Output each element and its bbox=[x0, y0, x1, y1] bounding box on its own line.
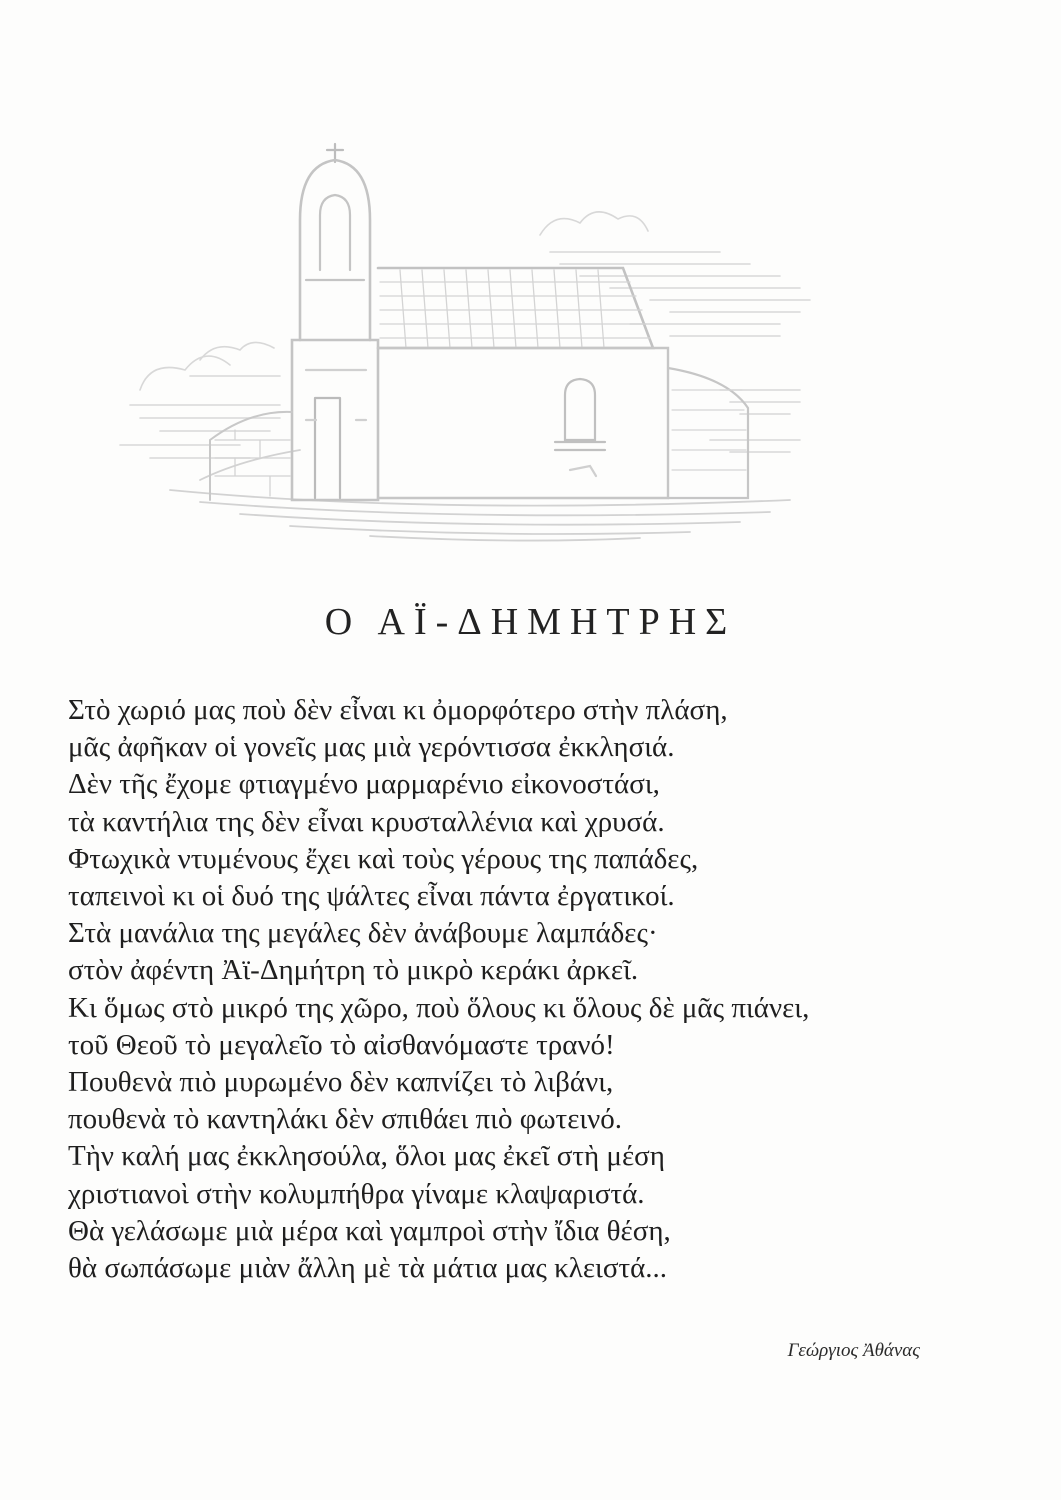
poem-line: τοῦ Θεοῦ τὸ μεγαλεῖο τὸ αἰσθανόμαστε τρανό! bbox=[68, 1028, 615, 1061]
nave-wall bbox=[378, 348, 668, 498]
poem-line: χριστιανοὶ στὴν κολυμπήθρα γίναμε κλαψαριστά. bbox=[68, 1177, 645, 1210]
bell-tower bbox=[292, 144, 378, 500]
poem-text bbox=[68, 692, 928, 1287]
poem-line: Κι ὅμως στὸ μικρό της χῶρο, ποὺ ὅλους κι ὅλους δὲ μᾶς πιάνει, bbox=[68, 991, 810, 1024]
poem-line: θὰ σωπάσωμε μιὰν ἄλλη μὲ τὰ μάτια μας κλειστά... bbox=[68, 1252, 668, 1285]
apse bbox=[668, 368, 748, 498]
chapel-illustration bbox=[110, 140, 830, 580]
roof bbox=[378, 268, 653, 348]
poem-line: τὰ καντήλια της δὲν εἶναι κρυσταλλένια καὶ χρυσά. bbox=[68, 805, 665, 838]
poem-line: μᾶς ἀφῆκαν οἱ γονεῖς μας μιὰ γερόντισσα ἐκκλησιά. bbox=[68, 731, 675, 764]
poem-line: Πουθενὰ πιὸ μυρωμένο δὲν καπνίζει τὸ λιβάνι, bbox=[68, 1066, 614, 1099]
poem-line: ταπεινοὶ κι οἱ δυό της ψάλτες εἶναι πάντα ἐργατικοί. bbox=[68, 880, 675, 913]
poem-author: Γεώργιος Ἀθάνας bbox=[787, 1340, 920, 1361]
poem-line: στὸν ἀφέντη Ἀϊ-Δημήτρη τὸ μικρὸ κεράκι ἀρκεῖ. bbox=[68, 954, 639, 987]
poem-line: Φτωχικὰ ντυμένους ἔχει καὶ τοὺς γέρους της παπάδες, bbox=[68, 842, 699, 875]
poem-line: Θὰ γελάσωμε μιὰ μέρα καὶ γαμπροὶ στὴν ἴδια θέση, bbox=[68, 1214, 671, 1247]
poem-line: Δὲν τῆς ἔχομε φτιαγμένο μαρμαρένιο εἰκονοστάσι, bbox=[68, 768, 660, 801]
poem-line: Στὸ χωριό μας ποὺ δὲν εἶναι κι ὀμορφότερο στὴν πλάση, bbox=[68, 694, 728, 726]
sky-hatching bbox=[120, 212, 810, 458]
poem-line: πουθενὰ τὸ καντηλάκι δὲν σπιθάει πιὸ φωτεινό. bbox=[68, 1103, 623, 1136]
ground bbox=[170, 450, 790, 541]
poem-title: Ο ΑΪ-ΔΗΜΗΤΡΗΣ bbox=[324, 601, 737, 643]
poem-line: Στὰ μανάλια της μεγάλες δὲν ἀνάβουμε λαμπάδες· bbox=[68, 917, 658, 950]
stone-wall bbox=[210, 412, 292, 500]
poem-line: Τὴν καλή μας ἐκκλησούλα, ὅλοι μας ἐκεῖ στὴ μέση bbox=[68, 1140, 665, 1173]
